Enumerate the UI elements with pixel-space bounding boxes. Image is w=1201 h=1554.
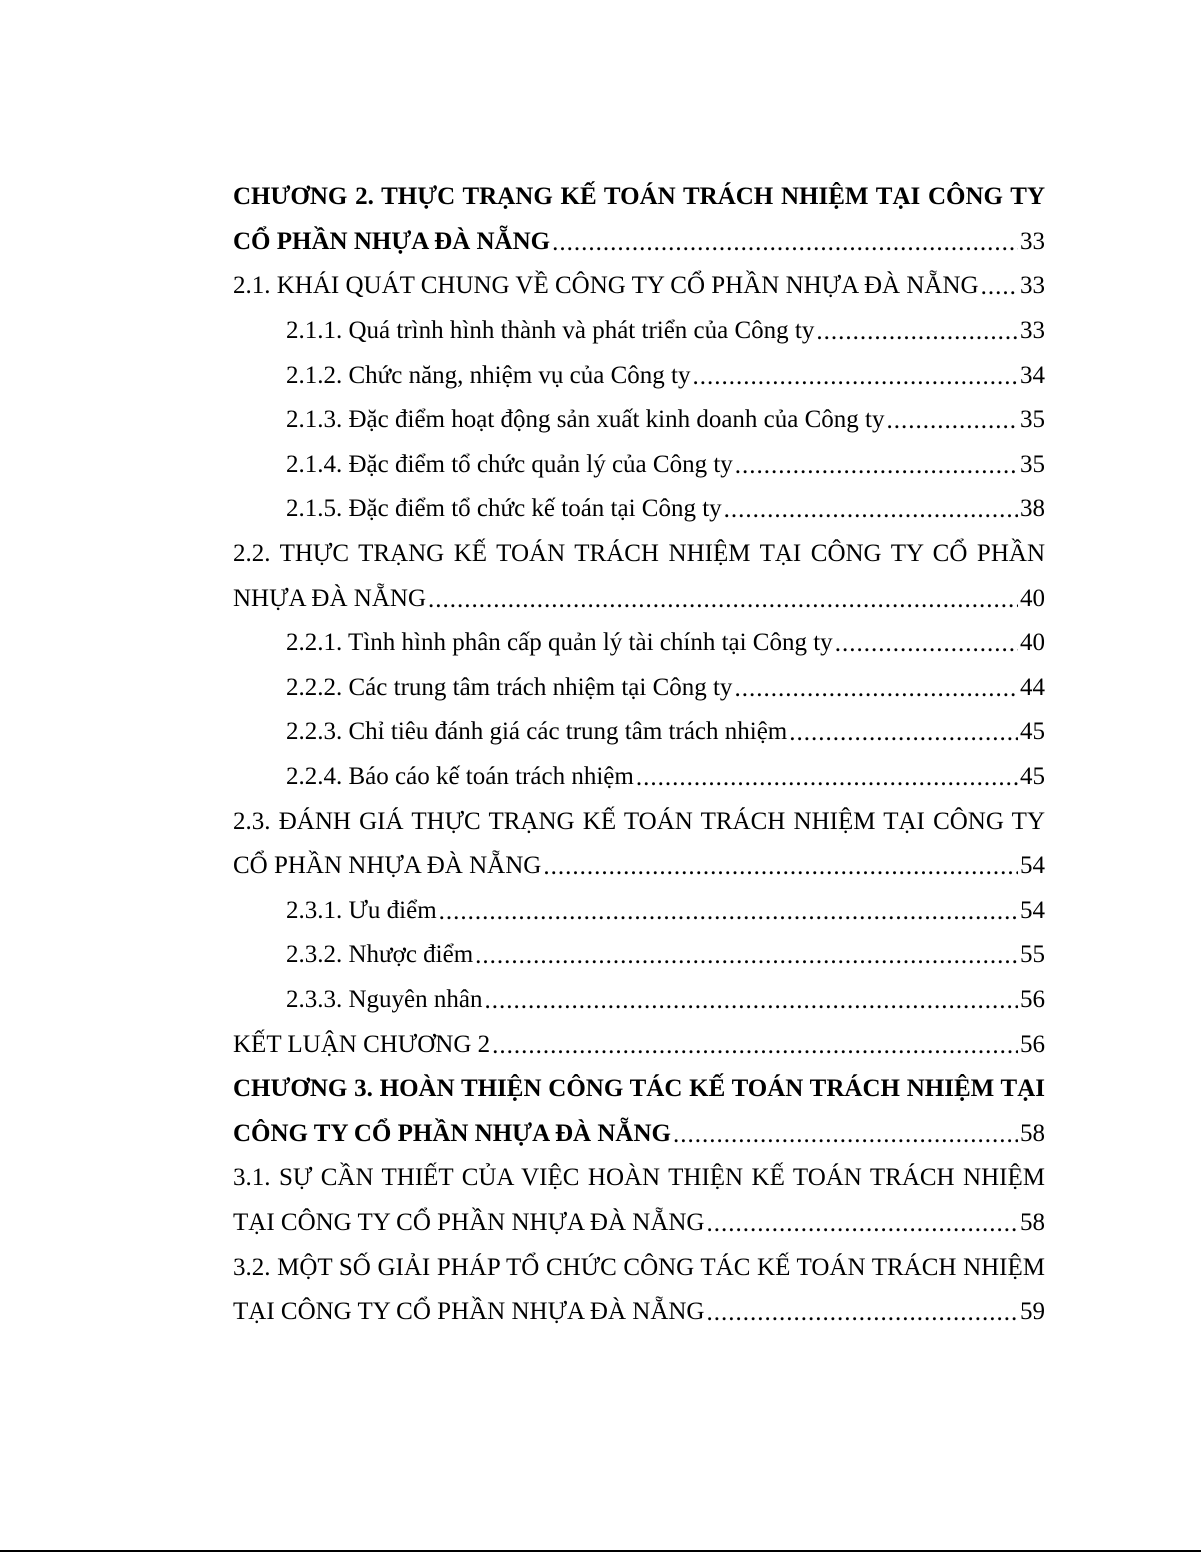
toc-entry-title: 2.2.1. Tình hình phân cấp quản lý tài chính tại Công ty xyxy=(286,629,833,657)
toc-page-number: 33 xyxy=(1020,227,1045,255)
toc-page-number: 35 xyxy=(1020,450,1045,478)
toc-entry-title: CHƯƠNG 3. HOÀN THIỆN CÔNG TÁC KẾ TOÁN TRÁCH NHIỆM TẠI xyxy=(233,1075,1045,1103)
toc-entry-title: 2.1.2. Chức năng, nhiệm vụ của Công ty xyxy=(286,361,691,389)
toc-page-number: 40 xyxy=(1020,584,1045,612)
toc-page-number: 40 xyxy=(1020,629,1045,657)
toc-entry[interactable] xyxy=(233,1111,1045,1156)
dot-leader xyxy=(543,851,1018,881)
toc-entry-title: 2.3. ĐÁNH GIÁ THỰC TRẠNG KẾ TOÁN TRÁCH NHIỆM TẠI CÔNG TY xyxy=(233,807,1045,835)
dot-leader xyxy=(552,227,1018,257)
toc-page-number: 35 xyxy=(1020,406,1045,434)
dot-leader xyxy=(735,450,1018,480)
toc-page-number: 44 xyxy=(1020,673,1045,701)
toc-page-number: 56 xyxy=(1020,1030,1045,1058)
toc-page-number: 58 xyxy=(1020,1208,1045,1236)
dot-leader xyxy=(439,896,1018,926)
dot-leader xyxy=(636,762,1018,792)
dot-leader xyxy=(492,1030,1018,1060)
dot-leader xyxy=(475,940,1018,970)
toc-entry-title: 2.3.2. Nhược điểm xyxy=(286,941,474,969)
toc-entry-title: 3.1. SỰ CẦN THIẾT CỦA VIỆC HOÀN THIỆN KẾ TOÁN TRÁCH NHIỆM xyxy=(233,1164,1045,1192)
dot-leader xyxy=(706,1297,1018,1327)
toc-subentry[interactable] xyxy=(233,710,1045,755)
toc-entry-title: KẾT LUẬN CHƯƠNG 2 xyxy=(233,1030,491,1058)
toc-entry[interactable] xyxy=(233,264,1045,309)
toc-entry[interactable] xyxy=(233,220,1045,265)
toc-entry-title: 2.1. KHÁI QUÁT CHUNG VỀ CÔNG TY CỔ PHẦN NHỰA ĐÀ NẴNG xyxy=(233,272,979,300)
toc-entry-title: CỔ PHẦN NHỰA ĐÀ NẴNG xyxy=(233,852,542,880)
toc-entry-title: 2.2.2. Các trung tâm trách nhiệm tại Công ty xyxy=(286,673,733,701)
toc-entry-title: CÔNG TY CỔ PHẦN NHỰA ĐÀ NẴNG xyxy=(233,1119,671,1147)
table-of-contents xyxy=(233,175,1045,1334)
toc-entry-title: 2.2.4. Báo cáo kế toán trách nhiệm xyxy=(286,763,634,791)
toc-page-number: 56 xyxy=(1020,985,1045,1013)
toc-subentry[interactable] xyxy=(233,755,1045,800)
toc-entry-title: TẠI CÔNG TY CỔ PHẦN NHỰA ĐÀ NẴNG xyxy=(233,1208,705,1236)
toc-entry[interactable] xyxy=(233,799,1045,844)
toc-entry[interactable] xyxy=(233,1067,1045,1112)
toc-entry[interactable] xyxy=(233,1022,1045,1067)
toc-entry[interactable] xyxy=(233,576,1045,621)
toc-subentry[interactable] xyxy=(233,666,1045,711)
toc-subentry[interactable] xyxy=(233,353,1045,398)
toc-page-number: 33 xyxy=(1020,272,1045,300)
dot-leader xyxy=(706,1208,1018,1238)
toc-entry-title: CỔ PHẦN NHỰA ĐÀ NẴNG xyxy=(233,227,551,255)
toc-entry-title: NHỰA ĐÀ NẴNG xyxy=(233,584,427,612)
toc-page-number: 34 xyxy=(1020,361,1045,389)
toc-page-number: 55 xyxy=(1020,941,1045,969)
toc-page-number: 54 xyxy=(1020,896,1045,924)
dot-leader xyxy=(724,494,1018,524)
toc-entry-title: TẠI CÔNG TY CỔ PHẦN NHỰA ĐÀ NẴNG xyxy=(233,1298,705,1326)
dot-leader xyxy=(692,361,1018,391)
page-bottom-rule xyxy=(0,1550,1201,1552)
toc-subentry[interactable] xyxy=(233,309,1045,354)
toc-entry[interactable] xyxy=(233,844,1045,889)
dot-leader xyxy=(485,985,1019,1015)
toc-entry-title: 2.3.3. Nguyên nhân xyxy=(286,985,483,1013)
dot-leader xyxy=(835,628,1018,658)
toc-entry-title: 2.1.1. Quá trình hình thành và phát triển của Công ty xyxy=(286,317,815,345)
toc-subentry[interactable] xyxy=(233,443,1045,488)
toc-page-number: 59 xyxy=(1020,1298,1045,1326)
dot-leader xyxy=(981,271,1018,301)
toc-page-number: 45 xyxy=(1020,763,1045,791)
toc-entry-title: 2.1.5. Đặc điểm tổ chức kế toán tại Công ty xyxy=(286,495,722,523)
dot-leader xyxy=(789,717,1018,747)
dot-leader xyxy=(816,316,1018,346)
toc-entry-title: CHƯƠNG 2. THỰC TRẠNG KẾ TOÁN TRÁCH NHIỆM TẠI CÔNG TY xyxy=(233,183,1045,211)
toc-subentry[interactable] xyxy=(233,933,1045,978)
toc-page-number: 54 xyxy=(1020,852,1045,880)
toc-entry[interactable] xyxy=(233,1245,1045,1290)
toc-entry[interactable] xyxy=(233,1156,1045,1201)
toc-page-number: 38 xyxy=(1020,495,1045,523)
dot-leader xyxy=(887,405,1019,435)
toc-entry[interactable] xyxy=(233,532,1045,577)
toc-entry-title: 2.2. THỰC TRẠNG KẾ TOÁN TRÁCH NHIỆM TẠI CÔNG TY CỔ PHẦN xyxy=(233,540,1045,568)
toc-subentry[interactable] xyxy=(233,487,1045,532)
toc-page-number: 33 xyxy=(1020,317,1045,345)
dot-leader xyxy=(734,673,1018,703)
toc-subentry[interactable] xyxy=(233,398,1045,443)
toc-subentry[interactable] xyxy=(233,889,1045,934)
toc-entry[interactable] xyxy=(233,1290,1045,1335)
toc-entry-title: 2.1.3. Đặc điểm hoạt động sản xuất kinh doanh của Công ty xyxy=(286,406,885,434)
toc-subentry[interactable] xyxy=(233,621,1045,666)
toc-page-number: 45 xyxy=(1020,718,1045,746)
toc-entry-title: 2.2.3. Chỉ tiêu đánh giá các trung tâm trách nhiệm xyxy=(286,718,788,746)
toc-subentry[interactable] xyxy=(233,978,1045,1023)
toc-entry-title: 2.3.1. Ưu điểm xyxy=(286,896,437,924)
toc-entry[interactable] xyxy=(233,175,1045,220)
toc-entry-title: 3.2. MỘT SỐ GIẢI PHÁP TỔ CHỨC CÔNG TÁC KẾ TOÁN TRÁCH NHIỆM xyxy=(233,1253,1045,1281)
toc-entry[interactable] xyxy=(233,1201,1045,1246)
dot-leader xyxy=(428,584,1018,614)
toc-entry-title: 2.1.4. Đặc điểm tổ chức quản lý của Công ty xyxy=(286,450,733,478)
toc-page-number: 58 xyxy=(1020,1119,1045,1147)
dot-leader xyxy=(673,1119,1018,1149)
